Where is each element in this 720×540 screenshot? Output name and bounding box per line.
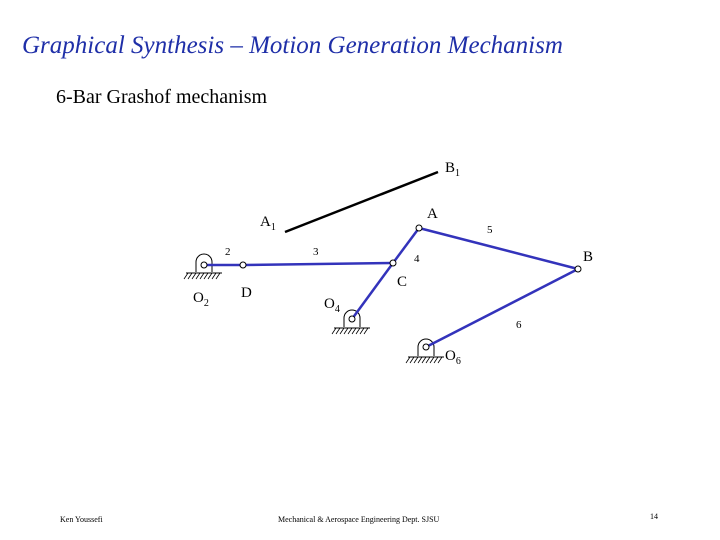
joint-o4 bbox=[349, 316, 355, 322]
label-o6: $O_6$ bbox=[445, 348, 461, 367]
label-b1: $B_1$ bbox=[445, 160, 461, 179]
joint-d bbox=[240, 262, 246, 268]
joint-b bbox=[575, 266, 581, 272]
link-3 bbox=[243, 263, 393, 265]
footer-department: Mechanical & Aerospace Engineering Dept. SJSU bbox=[278, 515, 440, 524]
link-4-lower bbox=[352, 263, 393, 319]
ground-support-o6 bbox=[406, 339, 444, 363]
link-number-5: 5 bbox=[487, 224, 493, 236]
footer-author: Ken Youssefi bbox=[60, 515, 103, 524]
label-o4: $O_4$ bbox=[324, 296, 340, 315]
link-number-2: 2 bbox=[225, 246, 231, 258]
label-a: A bbox=[427, 206, 438, 222]
label-b: B bbox=[583, 249, 594, 265]
page-number: 14 bbox=[650, 512, 658, 521]
label-c: C bbox=[397, 274, 408, 290]
slide-subtitle: 6-Bar Grashof mechanism bbox=[56, 86, 268, 108]
joint-o2 bbox=[201, 262, 207, 268]
link-number-6: 6 bbox=[516, 319, 522, 331]
joint-a bbox=[416, 225, 422, 231]
link-number-4: 4 bbox=[414, 253, 420, 265]
label-d: D bbox=[241, 285, 252, 301]
joint-c bbox=[390, 260, 396, 266]
link-6 bbox=[426, 269, 578, 347]
link-number-3: 3 bbox=[313, 246, 319, 258]
label-o2: $O_2$ bbox=[193, 290, 209, 309]
link-5 bbox=[419, 228, 578, 269]
slide-title: Graphical Synthesis – Motion Generation Mechanism bbox=[22, 32, 563, 59]
joint-o6 bbox=[423, 344, 429, 350]
label-a1: $A_1$ bbox=[260, 214, 276, 233]
position-line-a1-b1 bbox=[285, 172, 438, 232]
